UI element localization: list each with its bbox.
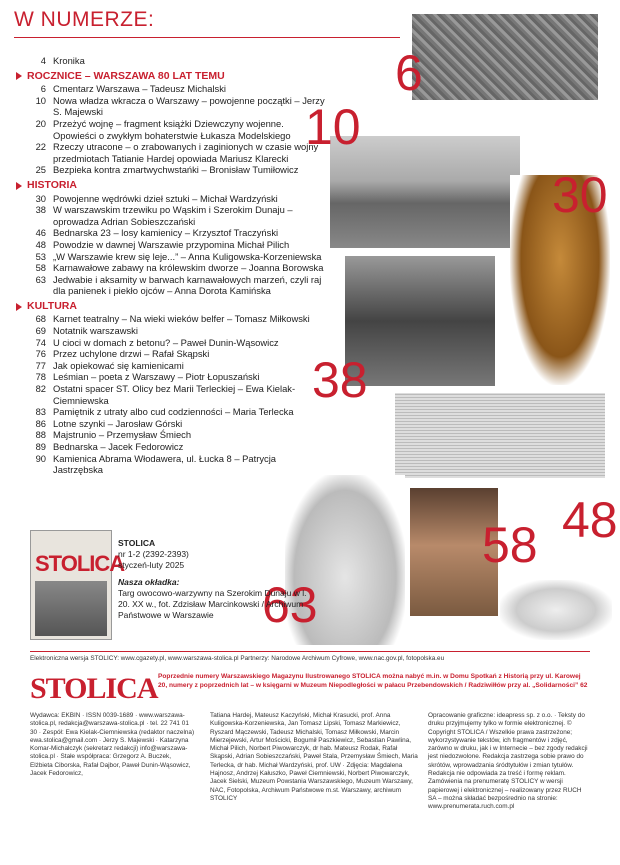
toc-item-title: Powojenne wędrówki dzieł sztuki – Michał Wardzyński <box>53 192 278 204</box>
toc-page-number: 86 <box>35 417 46 429</box>
toc-item-title: Rzeczy utracone – o zrabowanych i zaginionych w czasie wojny przedmiotach Tatianie Hardej opowiada Mariusz Klarecki <box>53 141 319 164</box>
toc-page-number: 53 <box>35 250 46 262</box>
cover-logo: STOLICA <box>35 551 125 576</box>
toc-page-number: 25 <box>35 164 46 176</box>
toc-page-number: 78 <box>35 371 46 383</box>
toc-page-number: 30 <box>35 192 46 204</box>
toc-page-number: 77 <box>35 359 46 371</box>
toc-item-title: Jak opiekować się kamienicami <box>53 359 184 371</box>
page-marker-10: 10 <box>305 99 361 155</box>
toc-item <box>26 251 326 263</box>
masthead-col-1: Wydawca: EKBIN · ISSN 0039-1689 · www.warszawa-stolica.pl, redakcja@warszawa-stolica.pl · tel. 22 741 01 30 · Zespół: Ewa Kielak-Ciemniewska (redaktor naczelna) ewa.stolica@gmail.com · Jerzy S. Majewski · Katarzyna Komar-Michalczyk (sekretarz redakcji) info@warszawa-stolica.pl · Stałe współpraca: Grzegorz A. Buczek, Elżbieta Ciborska, Rafał Dajbor, Paweł Dunin-Wąsowicz, Jacek Fedorowicz, <box>30 712 195 778</box>
toc-page-number: 22 <box>35 141 46 153</box>
cover-thumbnail <box>30 530 125 640</box>
toc-item <box>26 429 326 441</box>
toc-section <box>26 301 326 313</box>
toc-item <box>26 239 326 251</box>
toc-section <box>26 180 326 192</box>
issue-info <box>118 538 189 571</box>
toc-item <box>26 95 326 118</box>
toc-item <box>26 383 326 406</box>
toc-item-title: Notatnik warszawski <box>53 325 138 337</box>
toc-item-title: Jedwabie i aksamity w barwach karnawałowych marzeń, czyli raj dla panienek i piekło ojców – Anna Dorota Kamińska <box>53 273 322 297</box>
issue-name: STOLICA <box>118 538 156 548</box>
toc-item <box>26 118 326 141</box>
toc-item-title: Karnet teatralny – Na wieki wieków belfer – Tomasz Miłkowski <box>53 313 310 325</box>
toc-section-title: KULTURA <box>27 299 77 312</box>
toc-page-number: 89 <box>35 441 46 452</box>
toc-item-title: Przez uchylone drzwi – Rafał Skąpski <box>53 348 210 360</box>
toc-item-title: Karnawałowe zabawy na królewskim dworze – Joanna Borowska <box>53 262 324 274</box>
toc-item-title: Kamienica Abrama Włodawera, ul. Łucka 8 – Patrycja Jastrzębska <box>53 452 277 476</box>
toc-item-title: Lotne szynki – Jarosław Górski <box>53 417 183 429</box>
toc-page-number: 4 <box>40 55 46 66</box>
toc-page-number: 90 <box>35 452 46 464</box>
ruins-photo <box>412 14 598 100</box>
toc-item <box>26 274 326 297</box>
toc-item-title: Powodzie w dawnej Warszawie przypomina Michał Pilich <box>53 238 290 250</box>
toc-item-title: Pamiętnik z utraty albo cud codzienności – Maria Terlecka <box>53 406 294 418</box>
toc-item <box>26 418 326 430</box>
triangle-bullet-icon <box>16 72 22 80</box>
toc-item <box>26 193 326 205</box>
toc-page-number: 20 <box>35 117 46 129</box>
toc-section-title: HISTORIA <box>27 178 77 191</box>
title-rule <box>14 37 400 38</box>
toc-item <box>26 83 326 95</box>
cover-photo <box>35 581 107 636</box>
issue-number: nr 1-2 (2392-2393) <box>118 549 189 559</box>
toc-item-title: Majstrunio – Przemysław Śmiech <box>53 429 192 441</box>
toc-item <box>26 204 326 227</box>
toc-item <box>26 55 326 67</box>
table-of-contents <box>26 55 326 476</box>
toc-item-title: Leśmian – poeta z Warszawy – Piotr Łopuszański <box>53 371 260 383</box>
toc-item <box>26 141 326 164</box>
triangle-bullet-icon <box>16 182 22 190</box>
toc-item-title: Ostatni spacer ST. Olicy bez Marii Terleckiej – Ewa Kielak-Ciemniewska <box>53 383 296 406</box>
toc-item-title: Bednarska 23 – losy kamienicy – Krzysztof Traczyński <box>53 227 279 239</box>
page-marker-6: 6 <box>395 45 423 101</box>
cover-caption-text: Targ owocowo-warzywny na Szerokim Dunaju w l. 20. XX w., fot. Zdzisław Marcinkowski / Archiwum Państwowe w Warszawie <box>118 588 307 620</box>
toc-item <box>26 227 326 239</box>
page-marker-30: 30 <box>552 167 608 223</box>
toc-page-number: 6 <box>40 83 46 95</box>
toc-page-number: 83 <box>35 406 46 418</box>
toc-item-title: U cioci w domach z betonu? – Paweł Dunin-Wąsowicz <box>53 336 279 348</box>
toc-item-title: Przeżyć wojnę – fragment książki Dziewczyny wojenne. Opowieści o zwykłym bohaterstwie Łukasza Modelskiego <box>53 117 291 141</box>
toc-item <box>26 325 326 337</box>
toc-item <box>26 453 326 476</box>
toc-item <box>26 371 326 383</box>
masthead-col-2: Tatiana Hardej, Mateusz Kaczyński, Michał Krasucki, prof. Anna Kuligowska-Korzeniewska, Jan Tomasz Lipski, Tomasz Markiewicz, Ryszard Mączewski, Tadeusz Michalski, Tomasz Miłkowski, Marcin Mierzejewski, Artur Mościcki, Bogumił Paszkiewicz, Sebastian Pawlina, Michał Pilich, Norbert Piwowarczyk, dr hab. Mateusz Rodak, Rafał Skąpski, Adrian Sobieszczański, Paweł Stala, Przemysław Śmiech, Maria Terlecka, dr hab. Michał Wardzyński, prof. UW · Zdjęcia: Magdalena Hajnosz, Andrzej Kałuszko, Paweł Ciemniewski, Norbert Piwowarczyk, Jacek Sielski, Muzeum Powstania Warszawskiego, Muzeum Warszawy, NAC, Fotopolska, Archiwum Państwowe m.st. Warszawy, archiwum STOLICY <box>210 712 418 802</box>
toc-page-number: 10 <box>35 94 46 106</box>
toc-page-number: 48 <box>35 238 46 250</box>
toc-item-title: Bezpieka kontra zmartwychwstańki – Bronisław Tumiłowicz <box>53 164 299 176</box>
toc-page-number: 74 <box>35 336 46 348</box>
carnival-mask <box>500 580 612 640</box>
toc-page-number: 58 <box>35 262 46 274</box>
toc-page-number: 68 <box>35 313 46 325</box>
toc-item <box>26 164 326 176</box>
electronic-version-bar: Elektroniczna wersja STOLICY: www.cgazety.pl, www.warszawa-stolica.pl Partnerzy: Narodowe Archiwum Cyfrowe, www.nac.gov.pl, fotopolska.eu <box>30 651 590 665</box>
toc-item <box>26 360 326 372</box>
footer-logo: STOLICA <box>30 672 158 705</box>
masthead-col-3: Opracowanie graficzne: ideapress sp. z o.o. · Teksty do druku przyjmujemy tylko w formie elektronicznej. © Copyright STOLICA / Wszelkie prawa zastrzeżone; wykorzystywanie tekstów, ich fragmentów i zdjęć, zarówno w druku, jak i w Internecie – bez zgody redakcji jest niedozwolone. Redakcja zastrzega sobie prawo do skrótów, wprowadzania śródtytułów i zmian tytułów. Redakcja nie odpowiada za treść i formę reklam. Zamówienia na prenumeratę STOLICY w wersji papierowej i elektronicznej – realizowany przez RUCH SA – można składać bezpośrednio na stronie: www.prenumerata.ruch.com.pl <box>428 712 588 811</box>
page-title: W NUMERZE: <box>14 8 155 31</box>
toc-item-title: „W Warszawie krew się leje...” – Anna Kuligowska-Korzeniewska <box>53 250 322 262</box>
cover-caption <box>118 577 308 621</box>
page-marker-58: 58 <box>482 517 538 573</box>
toc-item <box>26 406 326 418</box>
toc-page-number: 46 <box>35 227 46 239</box>
toc-page-number: 88 <box>35 429 46 441</box>
triangle-bullet-icon <box>16 303 22 311</box>
page-marker-63: 63 <box>262 577 318 633</box>
toc-item <box>26 313 326 325</box>
toc-item-title: Cmentarz Warszawa – Tadeusz Michalski <box>53 83 226 95</box>
toc-page-number: 82 <box>35 383 46 395</box>
toc-page-number: 63 <box>35 273 46 285</box>
toc-item <box>26 262 326 274</box>
page-marker-38: 38 <box>312 352 368 408</box>
toc-page-number: 76 <box>35 348 46 360</box>
page-marker-48: 48 <box>562 492 618 548</box>
toc-item <box>26 337 326 349</box>
toc-item <box>26 441 326 453</box>
flood-engraving <box>395 393 605 478</box>
toc-page-number: 38 <box>35 204 46 216</box>
toc-section <box>26 71 326 83</box>
toc-item-title: Kronika <box>53 55 85 66</box>
issue-date: styczeń-luty 2025 <box>118 560 185 570</box>
toc-item-title: Bednarska – Jacek Fedorowicz <box>53 441 184 452</box>
promo-text: Poprzednie numery Warszawskiego Magazynu Ilustrowanego STOLICA można nabyć m.in. w Domu Spotkań z Historią przy ul. Karowej 20, numery z poprzednich lat – w księgarni w Muzeum Niepodległości w pałacu Przebendowskich / Radziwiłłów przy al. „Solidarności” 62 <box>158 673 588 689</box>
cover-caption-title: Nasza okładka: <box>118 577 180 587</box>
toc-page-number: 69 <box>35 325 46 337</box>
toc-section-title: ROCZNICE – WARSZAWA 80 LAT TEMU <box>27 69 225 82</box>
toc-item-title: Nowa władza wkracza o Warszawy – powojenne początki – Jerzy S. Majewski <box>53 94 325 118</box>
toc-item <box>26 348 326 360</box>
toc-item-title: W warszawskim trzewiku po Wąskim i Szerokim Dunaju – oprowadza Adrian Sobieszczański <box>53 204 293 227</box>
